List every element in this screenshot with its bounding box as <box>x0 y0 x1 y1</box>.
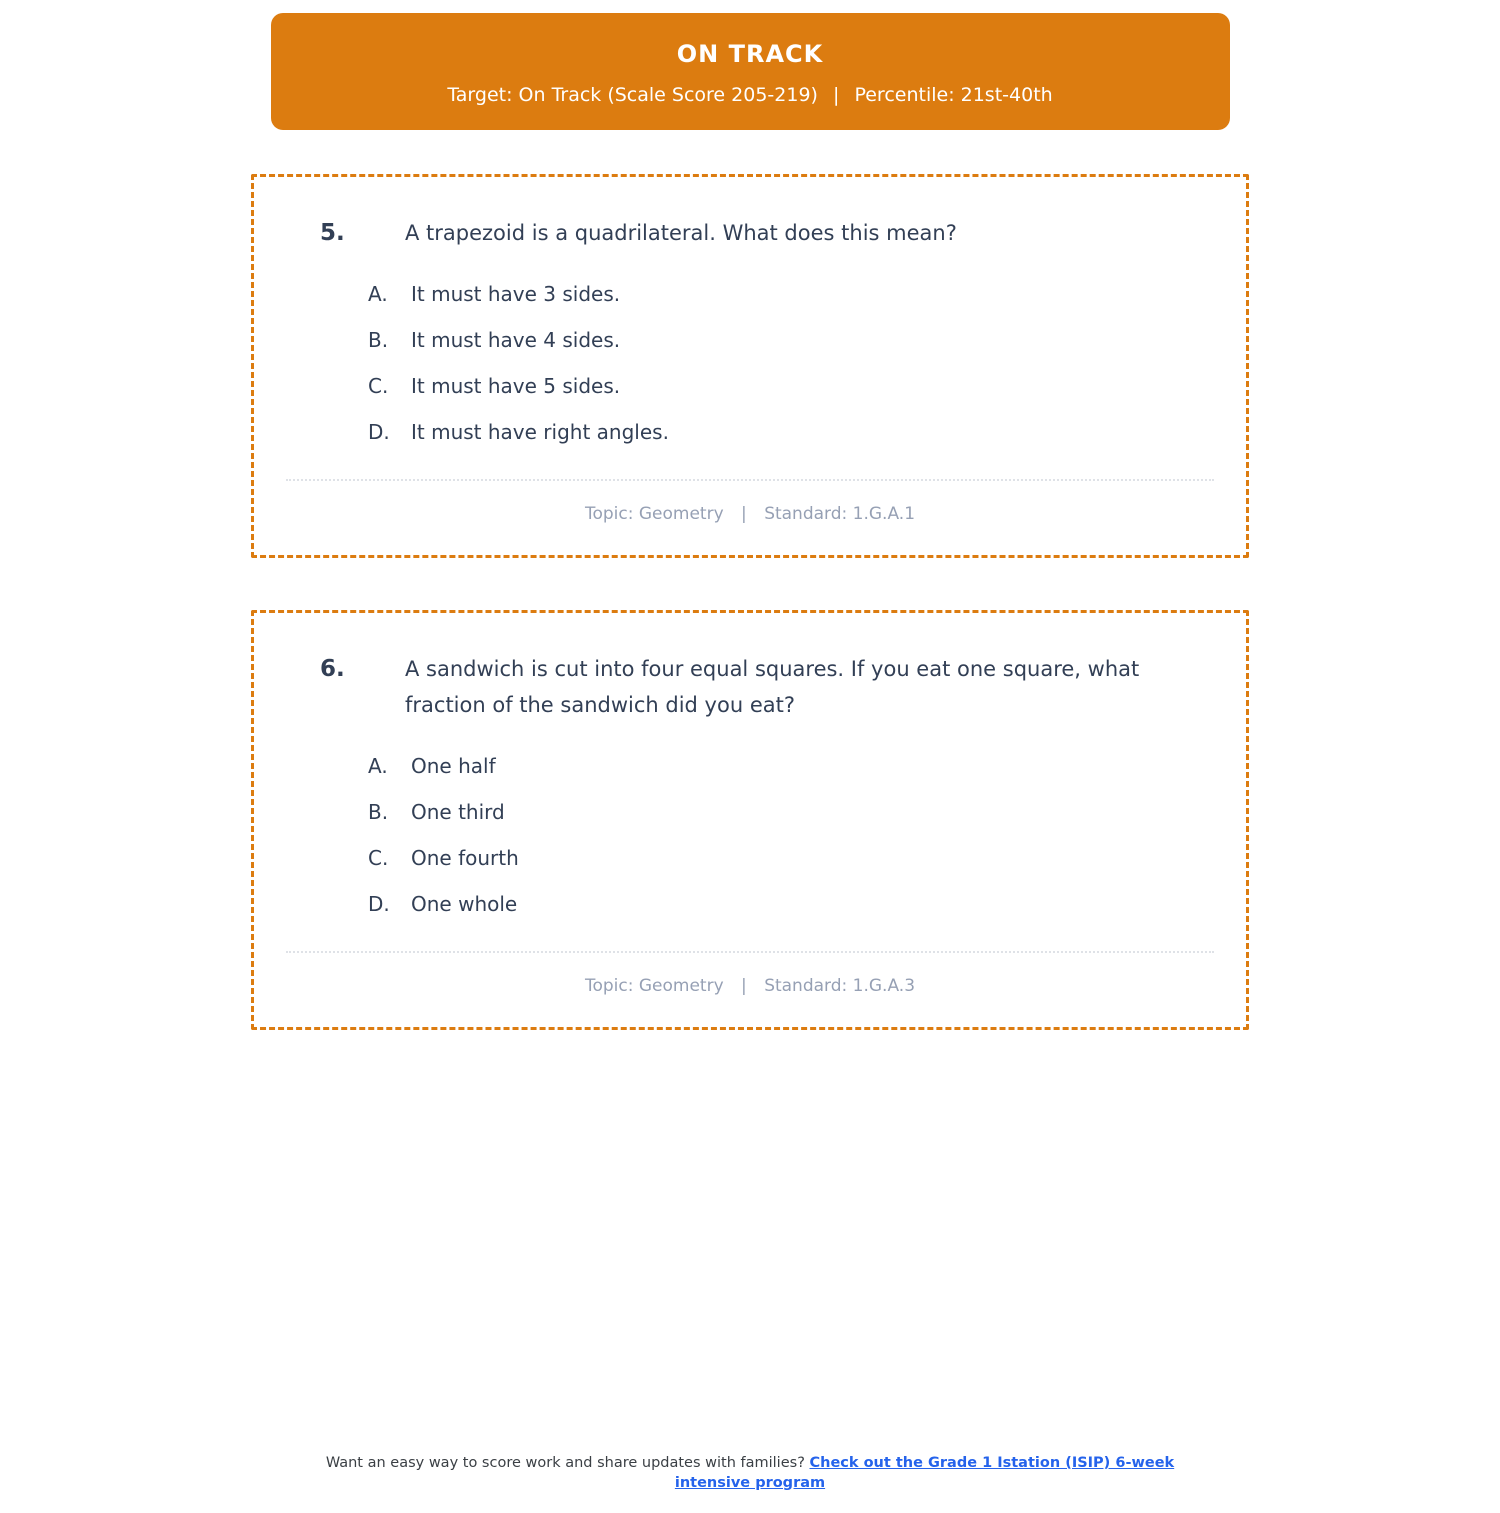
options-list <box>286 753 1214 917</box>
meta-separator: | <box>741 976 747 996</box>
option-text: One fourth <box>411 846 519 870</box>
option-letter: D. <box>368 420 390 444</box>
banner-title: ON TRACK <box>676 40 824 68</box>
meta-topic: Topic: Geometry <box>584 976 724 996</box>
option-letter: D. <box>368 892 390 916</box>
option-a <box>368 281 1214 307</box>
on-track-banner <box>271 13 1230 130</box>
option-text: It must have right angles. <box>411 420 669 444</box>
option-letter: A. <box>368 282 388 306</box>
option-text: One half <box>411 754 496 778</box>
option-letter: C. <box>368 374 389 398</box>
question-card-6 <box>251 610 1249 1030</box>
option-text: One third <box>411 800 505 824</box>
meta-topic: Topic: Geometry <box>584 504 724 524</box>
option-b <box>368 799 1214 825</box>
footer-text-block <box>290 1454 1210 1493</box>
page-footer <box>0 1454 1500 1493</box>
question-meta <box>286 503 1214 525</box>
option-text: It must have 5 sides. <box>411 374 621 398</box>
option-letter: A. <box>368 754 388 778</box>
question-row <box>286 651 1214 723</box>
option-letter: C. <box>368 846 389 870</box>
option-d <box>368 891 1214 917</box>
meta-separator: | <box>741 504 747 524</box>
options-list <box>286 281 1214 445</box>
option-text: It must have 3 sides. <box>411 282 621 306</box>
question-text: A sandwich is cut into four equal squares. If you eat one square, what fraction of the sandwich did you eat? <box>405 657 1140 717</box>
card-divider <box>286 479 1214 481</box>
option-a <box>368 753 1214 779</box>
option-text: It must have 4 sides. <box>411 328 621 352</box>
option-letter: B. <box>368 328 389 352</box>
question-meta <box>286 975 1214 997</box>
question-number: 5. <box>320 220 345 246</box>
banner-separator: | <box>833 84 840 106</box>
question-number: 6. <box>320 656 345 682</box>
istation-program-link[interactable]: Check out the Grade 1 Istation (ISIP) 6-week intensive program <box>674 1455 1175 1491</box>
meta-standard: Standard: 1.G.A.1 <box>764 504 916 524</box>
option-letter: B. <box>368 800 389 824</box>
question-card-5 <box>251 174 1249 558</box>
question-text: A trapezoid is a quadrilateral. What does this mean? <box>405 221 957 245</box>
meta-standard: Standard: 1.G.A.3 <box>764 976 916 996</box>
banner-target: Target: On Track (Scale Score 205-219) <box>447 84 818 106</box>
option-c <box>368 373 1214 399</box>
question-row <box>286 215 1214 251</box>
banner-percentile: Percentile: 21st-40th <box>854 84 1053 106</box>
banner-subtitle <box>271 84 1230 106</box>
footer-text: Want an easy way to score work and share updates with families? <box>325 1455 805 1471</box>
card-divider <box>286 951 1214 953</box>
option-c <box>368 845 1214 871</box>
option-b <box>368 327 1214 353</box>
option-d <box>368 419 1214 445</box>
option-text: One whole <box>411 892 518 916</box>
